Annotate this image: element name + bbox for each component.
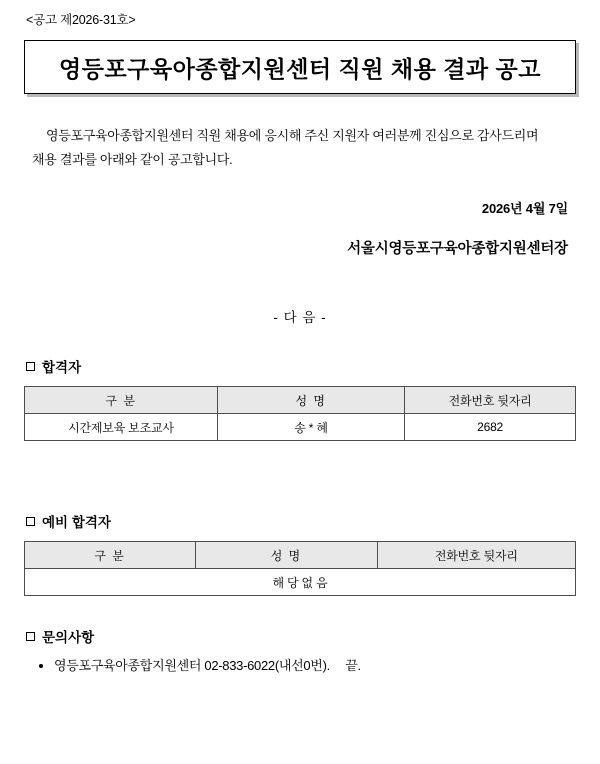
spacer [24,441,576,481]
square-bullet-icon [26,362,35,371]
cell-none: 해 당 없 음 [25,569,576,596]
issuing-organization: 서울시영등포구육아종합지원센터장 [347,241,568,258]
square-bullet-icon [26,632,35,641]
section-heading-inquiry-label: 문의사항 [42,630,95,646]
inquiry-list [24,655,576,674]
section-heading-passed-label: 합격자 [42,360,82,376]
section-heading-inquiry [24,626,576,646]
section-heading-passed [24,356,576,376]
table-row [25,414,576,441]
cell-phone: 2682 [405,414,576,441]
issue-date: 2026년 4월 7일 [481,201,568,217]
table-row [25,569,576,596]
intro-line-1: 영등포구육아종합지원센터 직원 채용에 응시해 주신 지원자 여러분께 진심으로 감사드리며 [46,128,539,143]
damm-divider: - 다 음 - [273,310,327,326]
cell-category: 시간제보육 보조교사 [25,414,218,441]
list-item [54,655,576,674]
column-header-phone: 전화번호 뒷자리 [405,387,576,414]
passed-table [24,386,576,441]
page-title: 영등포구육아종합지원센터 직원 채용 결과 공고 [59,55,541,82]
inquiry-contact: 영등포구육아종합지원센터 02-833-6022(내선0번). [54,658,330,674]
column-header-name: 성 명 [217,387,404,414]
section-heading-reserve [24,511,576,531]
column-header-phone: 전화번호 뒷자리 [377,542,575,569]
title-box [24,40,576,94]
reserve-table [24,541,576,596]
cell-name: 송 * 혜 [217,414,404,441]
notice-number: <공고 제2026-31호> [26,13,136,27]
column-header-category: 구 분 [25,542,196,569]
document-end-mark: 끝. [345,658,361,674]
intro-paragraph [24,124,576,172]
table-header-row [25,542,576,569]
column-header-name: 성 명 [195,542,377,569]
column-header-category: 구 분 [25,387,218,414]
square-bullet-icon [26,517,35,526]
section-heading-reserve-label: 예비 합격자 [42,515,111,531]
table-header-row [25,387,576,414]
intro-line-2: 채용 결과를 아래와 같이 공고합니다. [32,152,233,168]
